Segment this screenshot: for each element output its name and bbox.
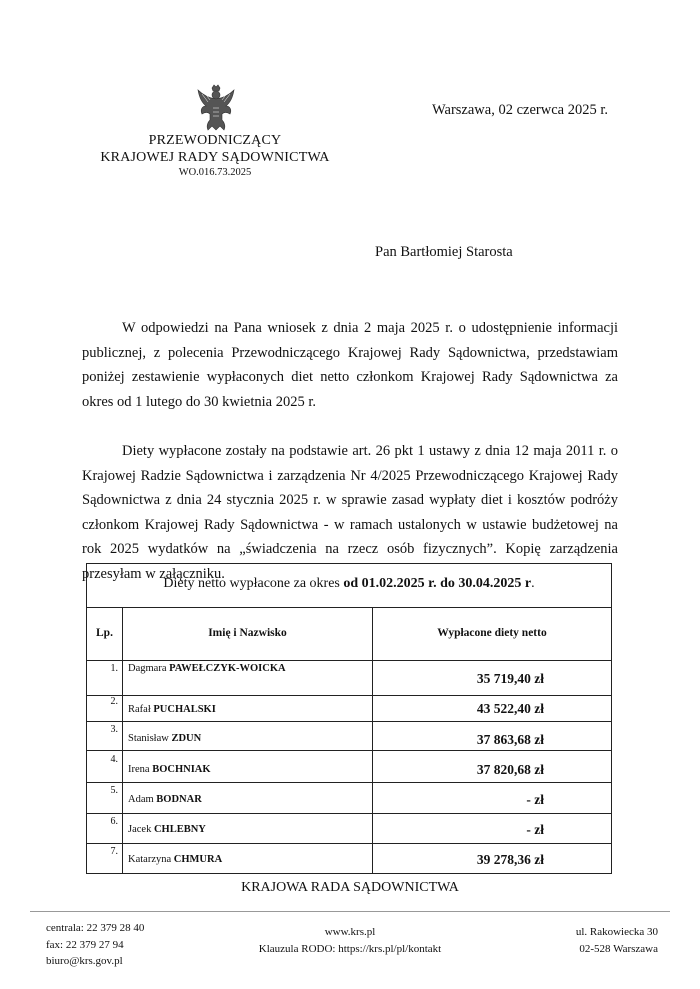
row-4-name — [128, 764, 211, 775]
row-3-first: Stanisław — [128, 733, 172, 744]
row-4-first: Irena — [128, 764, 153, 775]
org-line-2: KRAJOWEJ RADY SĄDOWNICTWA — [100, 150, 330, 165]
footer-phone: centrala: 22 379 28 40 — [46, 922, 145, 934]
org-line-1: PRZEWODNICZĄCY — [148, 133, 282, 148]
row-2-first: Rafał — [128, 704, 154, 715]
footer-city: 02-528 Warszawa — [579, 942, 658, 955]
table-title-suffix: . — [531, 576, 535, 591]
row-3-amount: 37 863,68 zł — [476, 732, 544, 747]
row-6-first: Jacek — [128, 824, 154, 835]
table-title — [87, 576, 611, 592]
row-1-lp: 1. — [110, 663, 118, 674]
row-5-last: BODNAR — [156, 794, 202, 805]
row-1-name — [128, 663, 286, 674]
row-2-amount: 43 522,40 zł — [476, 701, 544, 716]
row-7-amount: 39 278,36 zł — [476, 852, 544, 867]
footer-rodo[interactable]: Klauzula RODO: https://krs.pl/pl/kontakt — [258, 942, 442, 955]
footer-street: ul. Rakowiecka 30 — [575, 926, 658, 938]
header-lp: Lp. — [96, 627, 113, 639]
row-7-name — [128, 854, 222, 865]
row-7-lp: 7. — [110, 846, 118, 857]
row-3-last: ZDUN — [171, 733, 202, 744]
header-amount: Wypłacone diety netto — [437, 627, 547, 639]
row-6-last: CHLEBNY — [153, 824, 206, 835]
recipient: Pan Bartłomiej Starosta — [375, 244, 513, 260]
row-4-last: BOCHNIAK — [152, 764, 211, 775]
row-6-name — [128, 824, 206, 835]
footer-web — [220, 924, 480, 957]
row-1-amount: 35 719,40 zł — [476, 671, 544, 686]
row-5-name — [128, 794, 202, 805]
row-6-amount: - zł — [526, 822, 544, 837]
row-6-lp: 6. — [110, 816, 118, 827]
footer-address — [540, 924, 658, 957]
footer-contact — [46, 920, 144, 970]
row-5-amount: - zł — [526, 792, 544, 807]
reference-number: WO.016.73.2025 — [178, 167, 252, 178]
row-4-amount: 37 820,68 zł — [476, 762, 544, 777]
signature-organization: KRAJOWA RADA SĄDOWNICTWA — [241, 880, 459, 895]
row-5-first: Adam — [128, 794, 157, 805]
row-3-lp: 3. — [110, 724, 118, 735]
row-5-lp: 5. — [110, 785, 118, 796]
row-2-last: PUCHALSKI — [153, 704, 216, 715]
paragraph-2-text: Diety wypłacone zostały na podstawie art. 26 pkt 1 ustawy z dnia 12 maja 2011 r. o Krajowej Radzie Sądownictwa i zarządzenia Nr 4/2025 Przewodniczącego Krajowej Rady Sądownictwa z dnia 24 stycznia 2025 r. w sprawie zasad wypłaty diet i kosztów podróży członkom Krajowej Rady Sądownictwa - w ramach ustalonych w ustawie budżetowej na rok 2025 wydatków na „świadczenia na rzecz osób fizycznych”. Kopię zarządzenia przesyłam w załączniku. — [82, 443, 618, 582]
footer-divider — [30, 911, 670, 912]
header-name: Imię i Nazwisko — [208, 627, 287, 639]
row-7-first: Katarzyna — [128, 854, 174, 865]
letter-date: Warszawa, 02 czerwca 2025 r. — [432, 102, 608, 118]
footer-fax: fax: 22 379 27 94 — [46, 938, 124, 951]
row-2-lp: 2. — [110, 696, 118, 707]
table-title-prefix: Diety netto wypłacone za okres — [163, 576, 344, 591]
row-7-last: CHMURA — [173, 854, 223, 865]
paragraph-1-text: W odpowiedzi na Pana wniosek z dnia 2 maja 2025 r. o udostępnienie informacji publicznej, z polecenia Przewodniczącego Krajowej Rady Sądownictwa, przedstawiam poniżej zestawienie wypłaconych diet netto członkom Krajowej Rady Sądownictwa za okres od 1 lutego do 30 kwietnia 2025 r. — [82, 320, 618, 410]
row-4-lp: 4. — [110, 754, 118, 765]
footer-website[interactable]: www.krs.pl — [324, 926, 376, 938]
paragraph-1 — [82, 316, 618, 414]
row-3-name — [128, 733, 201, 744]
footer-email[interactable]: biuro@krs.gov.pl — [46, 955, 123, 967]
row-1-last: PAWEŁCZYK-WOICKA — [169, 663, 286, 674]
table-title-period: od 01.02.2025 r. do 30.04.2025 r — [343, 576, 532, 591]
row-2-name — [128, 704, 216, 715]
polish-eagle-emblem-icon — [196, 84, 236, 132]
row-1-first: Dagmara — [128, 663, 170, 674]
